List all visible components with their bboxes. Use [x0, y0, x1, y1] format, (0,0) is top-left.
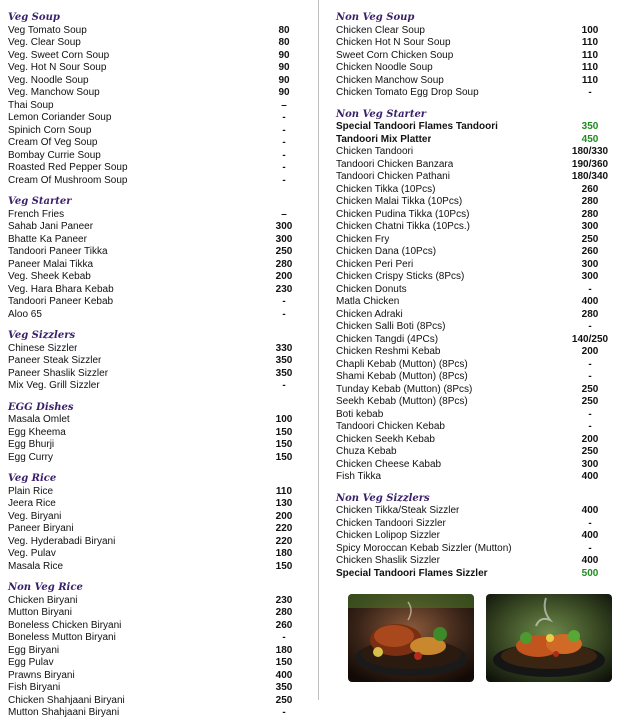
- menu-item-price: 150: [275, 439, 293, 450]
- menu-item-name: Chicken Tomato Egg Drop Soup: [336, 87, 479, 98]
- section-title-non-veg-soup: Non Veg Soup: [336, 12, 415, 23]
- menu-item-price: -: [588, 321, 592, 332]
- menu-item-price: -: [282, 707, 286, 718]
- menu-item-row: [8, 682, 304, 695]
- menu-item-name: Chinese Sizzler: [8, 342, 78, 354]
- menu-item-name: Egg Curry: [8, 451, 54, 463]
- menu-item-name: Bombay Currie Soup: [8, 149, 101, 161]
- menu-item-row: [336, 259, 618, 272]
- menu-item-price: -: [282, 308, 286, 320]
- menu-item-name: Spicy Moroccan Kebab Sizzler (Mutton): [336, 542, 512, 554]
- menu-item-price: 400: [581, 505, 599, 516]
- menu-item-row: [8, 343, 304, 356]
- menu-item-row: [8, 695, 304, 708]
- menu-item-row: [8, 209, 304, 222]
- menu-item-price: 260: [581, 183, 599, 195]
- section-title-non-veg-rice: Non Veg Rice: [8, 582, 83, 593]
- menu-item-name: Tandoori Paneer Tikka: [8, 246, 108, 257]
- menu-item-name: Egg Bhurji: [8, 439, 55, 450]
- menu-item-price: 180: [275, 548, 293, 559]
- menu-item-name: Chicken Fry: [336, 233, 390, 245]
- menu-item-name: Chicken Reshmi Kebab: [336, 346, 441, 357]
- menu-item-name: Chicken Salli Boti (8Pcs): [336, 321, 446, 332]
- menu-item-price: 280: [275, 258, 293, 270]
- menu-item-row: [8, 536, 304, 549]
- menu-item-price: 250: [581, 383, 599, 395]
- menu-item-name: Chicken Peri Peri: [336, 258, 414, 270]
- menu-item-name: Chicken Tandoori: [336, 146, 414, 157]
- menu-item-row: [8, 607, 304, 620]
- menu-item-price: 350: [275, 367, 293, 379]
- menu-item-price: -: [588, 283, 592, 295]
- menu-item-price: 110: [581, 49, 599, 61]
- menu-item-price: -: [588, 421, 592, 432]
- menu-item-row: [8, 498, 304, 511]
- menu-item-name: Veg. Hyderabadi Biryani: [8, 535, 116, 547]
- menu-item-row: [336, 134, 618, 147]
- menu-item-price: 350: [275, 355, 293, 366]
- menu-item-row: [336, 434, 618, 447]
- menu-item-price: –: [281, 208, 287, 220]
- menu-item-price: 90: [278, 62, 290, 73]
- menu-item-row: [336, 505, 618, 518]
- menu-item-price: 110: [581, 62, 599, 73]
- menu-item-row: [8, 355, 304, 368]
- menu-item-row: [8, 75, 304, 88]
- menu-item-row: [336, 309, 618, 322]
- menu-item-row: [336, 568, 618, 581]
- menu-item-name: Thai Soup: [8, 99, 54, 111]
- menu-item-price: 90: [278, 49, 290, 61]
- menu-item-name: Chicken Noodle Soup: [336, 62, 433, 73]
- menu-item-name: Chicken Crispy Sticks (8Pcs): [336, 271, 465, 282]
- menu-item-row: [8, 523, 304, 536]
- menu-item-name: Tandoori Chicken Kebab: [336, 421, 445, 432]
- menu-item-row: [336, 121, 618, 134]
- section-gap: [8, 187, 304, 196]
- menu-item-row: [336, 246, 618, 259]
- menu-item-name: Chicken Seekh Kebab: [336, 433, 435, 445]
- menu-item-price: 300: [581, 271, 599, 282]
- menu-item-name: Veg. Hot N Sour Soup: [8, 62, 107, 73]
- menu-item-row: [8, 439, 304, 452]
- menu-item-row: [336, 196, 618, 209]
- menu-item-row: [8, 234, 304, 247]
- menu-item-row: [8, 309, 304, 322]
- menu-item-price: 110: [581, 74, 599, 86]
- menu-item-name: Chicken Shaslik Sizzler: [336, 555, 440, 566]
- menu-item-price: 200: [581, 433, 599, 445]
- menu-item-name: Boneless Chicken Biryani: [8, 619, 122, 631]
- menu-item-row: [8, 62, 304, 75]
- menu-item-name: Tandoori Paneer Kebab: [8, 296, 114, 307]
- menu-item-name: Veg. Biryani: [8, 510, 62, 522]
- menu-item-price: 300: [581, 258, 599, 270]
- menu-item-name: Fish Tikka: [336, 471, 382, 482]
- menu-item-row: [8, 707, 304, 720]
- menu-item-name: Veg. Pulav: [8, 548, 56, 559]
- menu-item-name: Chicken Adraki: [336, 308, 403, 320]
- menu-item-price: 250: [581, 233, 599, 245]
- section-gap: [336, 484, 618, 493]
- menu-item-name: Chicken Tangdi (4PCs): [336, 333, 439, 345]
- menu-item-price: -: [282, 174, 286, 186]
- menu-item-price: -: [282, 162, 286, 173]
- menu-item-name: Chicken Cheese Kabab: [336, 458, 442, 470]
- menu-item-price: -: [282, 124, 286, 136]
- menu-column-right: [336, 12, 618, 580]
- menu-item-row: [336, 321, 618, 334]
- menu-item-row: [8, 175, 304, 188]
- menu-item-row: [336, 37, 618, 50]
- menu-item-name: Mutton Biryani: [8, 607, 72, 618]
- menu-item-row: [336, 371, 618, 384]
- menu-item-price: 300: [581, 458, 599, 470]
- menu-item-row: [336, 209, 618, 222]
- menu-item-price: 90: [278, 74, 290, 86]
- menu-item-name: Fish Biryani: [8, 682, 61, 693]
- menu-item-price: 190/360: [571, 158, 609, 170]
- menu-item-name: Chicken Clear Soup: [336, 24, 425, 36]
- section-title-egg-dishes: EGG Dishes: [8, 401, 74, 413]
- menu-item-name: Boti kebab: [336, 408, 384, 420]
- menu-item-price: 130: [275, 498, 293, 509]
- menu-item-row: [8, 368, 304, 381]
- menu-item-row: [336, 234, 618, 247]
- menu-item-name: Veg. Sheek Kebab: [8, 271, 91, 282]
- menu-item-row: [8, 162, 304, 175]
- menu-item-row: [8, 645, 304, 658]
- menu-item-name: Plain Rice: [8, 485, 54, 497]
- menu-item-name: Masala Omlet: [8, 414, 70, 425]
- menu-item-price: -: [588, 517, 592, 529]
- menu-item-name: Cream Of Mushroom Soup: [8, 174, 128, 186]
- menu-item-price: 140/250: [571, 333, 609, 345]
- menu-item-name: Tandoori Chicken Pathani: [336, 171, 450, 182]
- menu-item-price: 300: [275, 221, 293, 232]
- menu-item-row: [336, 518, 618, 531]
- menu-item-name: Veg. Hara Bhara Kebab: [8, 283, 114, 295]
- sizzler-photo-2: [486, 594, 612, 682]
- menu-item-name: Bhatte Ka Paneer: [8, 233, 87, 245]
- menu-item-row: [336, 171, 618, 184]
- menu-item-price: 150: [275, 426, 293, 438]
- menu-item-price: 100: [581, 24, 599, 36]
- menu-item-row: [8, 632, 304, 645]
- menu-item-name: Spinich Corn Soup: [8, 124, 92, 136]
- menu-item-row: [8, 259, 304, 272]
- menu-item-row: [8, 380, 304, 393]
- menu-item-price: 350: [581, 121, 599, 132]
- menu-item-name: Paneer Malai Tikka: [8, 258, 94, 270]
- menu-item-row: [336, 296, 618, 309]
- menu-item-name: Egg Pulav: [8, 657, 54, 668]
- menu-item-price: -: [282, 112, 286, 123]
- menu-item-name: Cream Of Veg Soup: [8, 137, 98, 148]
- menu-item-row: [8, 246, 304, 259]
- menu-item-price: 180/340: [571, 171, 609, 182]
- menu-item-price: 100: [275, 414, 293, 425]
- menu-column-left: [8, 12, 304, 720]
- menu-item-row: [336, 50, 618, 63]
- menu-item-price: 110: [581, 37, 599, 48]
- menu-item-price: 300: [581, 221, 599, 232]
- menu-item-row: [8, 112, 304, 125]
- menu-item-price: -: [588, 358, 592, 370]
- menu-item-price: -: [588, 371, 592, 382]
- menu-item-price: -: [588, 87, 592, 98]
- section-gap: [8, 573, 304, 582]
- menu-item-price: 90: [278, 87, 290, 98]
- menu-item-row: [336, 334, 618, 347]
- section-title-veg-rice: Veg Rice: [8, 473, 57, 484]
- section-title-non-veg-sizzlers: Non Veg Sizzlers: [336, 492, 430, 504]
- menu-item-name: Chicken Lolipop Sizzler: [336, 530, 440, 541]
- menu-item-price: 280: [581, 196, 599, 207]
- menu-item-price: -: [282, 380, 286, 391]
- menu-item-name: Tandoori Chicken Banzara: [336, 158, 454, 170]
- menu-item-name: Egg Kheema: [8, 426, 66, 438]
- menu-item-price: 180: [275, 644, 293, 656]
- menu-item-row: [336, 446, 618, 459]
- menu-item-price: -: [588, 408, 592, 420]
- section-gap: [8, 464, 304, 473]
- column-divider: [318, 0, 319, 700]
- sizzler-photo-1: [348, 594, 474, 682]
- menu-item-name: Lemon Coriander Soup: [8, 112, 112, 123]
- menu-item-row: [8, 486, 304, 499]
- menu-item-price: 400: [275, 669, 293, 681]
- menu-item-name: Paneer Biryani: [8, 523, 74, 534]
- menu-item-row: [8, 50, 304, 63]
- menu-item-name: Tunday Kebab (Mutton) (8Pcs): [336, 383, 473, 395]
- menu-item-price: -: [282, 149, 286, 161]
- menu-item-price: 330: [275, 342, 293, 354]
- menu-item-row: [336, 159, 618, 172]
- menu-item-row: [336, 62, 618, 75]
- menu-item-name: Veg. Clear Soup: [8, 37, 81, 48]
- section-title-veg-soup: Veg Soup: [8, 12, 60, 23]
- menu-item-price: 220: [275, 535, 293, 547]
- menu-item-name: Chuza Kebab: [336, 446, 397, 457]
- menu-item-price: 200: [275, 271, 293, 282]
- menu-item-name: Paneer Steak Sizzler: [8, 355, 102, 366]
- menu-item-price: 200: [581, 346, 599, 357]
- menu-item-row: [8, 87, 304, 100]
- menu-item-price: 400: [581, 471, 599, 482]
- menu-item-name: Masala Rice: [8, 560, 64, 572]
- menu-item-name: Veg. Sweet Corn Soup: [8, 49, 110, 61]
- menu-item-row: [8, 427, 304, 440]
- menu-item-name: Chicken Tikka (10Pcs): [336, 183, 436, 195]
- menu-item-name: Chicken Tandoori Sizzler: [336, 517, 446, 529]
- menu-item-name: Mutton Shahjaani Biryani: [8, 707, 120, 718]
- menu-item-price: 400: [581, 555, 599, 566]
- menu-item-row: [8, 271, 304, 284]
- menu-item-name: Mix Veg. Grill Sizzler: [8, 380, 100, 391]
- menu-item-name: Paneer Shaslik Sizzler: [8, 367, 109, 379]
- menu-item-price: 150: [275, 560, 293, 572]
- menu-item-price: -: [282, 296, 286, 307]
- menu-item-name: Special Tandoori Flames Sizzler: [336, 567, 488, 579]
- menu-item-price: 150: [275, 657, 293, 668]
- menu-item-row: [8, 284, 304, 297]
- menu-item-price: 250: [581, 446, 599, 457]
- menu-item-row: [8, 561, 304, 574]
- menu-item-name: Chicken Manchow Soup: [336, 74, 444, 86]
- menu-item-price: 230: [275, 283, 293, 295]
- menu-item-price: 300: [275, 233, 293, 245]
- menu-item-name: Sahab Jani Paneer: [8, 221, 94, 232]
- menu-item-row: [336, 530, 618, 543]
- menu-item-price: 260: [275, 619, 293, 631]
- menu-item-row: [8, 620, 304, 633]
- menu-item-price: 350: [275, 682, 293, 693]
- menu-item-price: 500: [581, 567, 599, 579]
- menu-item-name: Sweet Corn Chicken Soup: [336, 49, 454, 61]
- menu-item-price: -: [282, 632, 286, 643]
- menu-item-row: [8, 670, 304, 683]
- menu-item-row: [8, 657, 304, 670]
- menu-item-row: [336, 471, 618, 484]
- menu-item-price: 230: [275, 594, 293, 606]
- menu-item-name: Aloo 65: [8, 308, 42, 320]
- menu-item-name: Tandoori Mix Platter: [336, 133, 432, 145]
- menu-item-name: Chicken Donuts: [336, 283, 407, 295]
- menu-item-name: Chicken Shahjaani Biryani: [8, 694, 125, 706]
- menu-item-row: [336, 271, 618, 284]
- menu-item-price: 250: [275, 694, 293, 706]
- menu-item-price: 80: [278, 37, 290, 48]
- menu-item-row: [336, 384, 618, 397]
- menu-item-name: Shami Kebab (Mutton) (8Pcs): [336, 371, 468, 382]
- menu-item-price: 150: [275, 451, 293, 463]
- menu-item-price: 110: [275, 485, 293, 497]
- menu-item-price: 400: [581, 296, 599, 307]
- menu-item-name: Veg Tomato Soup: [8, 24, 87, 36]
- menu-item-name: Chicken Malai Tikka (10Pcs): [336, 196, 463, 207]
- menu-item-name: Seekh Kebab (Mutton) (8Pcs): [336, 396, 468, 407]
- food-photos: [348, 594, 616, 684]
- menu-item-row: [8, 511, 304, 524]
- section-gap: [336, 100, 618, 109]
- menu-item-name: Chicken Hot N Sour Soup: [336, 37, 451, 48]
- menu-item-row: [8, 595, 304, 608]
- menu-item-name: Prawns Biryani: [8, 669, 75, 681]
- menu-item-row: [336, 184, 618, 197]
- menu-item-price: 220: [275, 523, 293, 534]
- menu-item-name: Chicken Tikka/Steak Sizzler: [336, 505, 460, 516]
- menu-item-name: Boneless Mutton Biryani: [8, 632, 116, 643]
- menu-item-price: 80: [278, 24, 290, 36]
- menu-item-name: Matla Chicken: [336, 296, 400, 307]
- menu-item-price: 250: [275, 246, 293, 257]
- menu-item-row: [336, 146, 618, 159]
- section-gap: [8, 393, 304, 402]
- menu-item-price: 250: [581, 396, 599, 407]
- menu-item-price: -: [282, 137, 286, 148]
- menu-item-row: [8, 150, 304, 163]
- menu-item-row: [336, 25, 618, 38]
- menu-item-price: 260: [581, 246, 599, 257]
- menu-item-row: [336, 75, 618, 88]
- menu-item-price: -: [588, 542, 592, 554]
- menu-item-row: [336, 421, 618, 434]
- menu-item-price: 400: [581, 530, 599, 541]
- menu-item-name: Egg Biryani: [8, 644, 60, 656]
- menu-item-row: [336, 284, 618, 297]
- menu-item-row: [336, 221, 618, 234]
- menu-item-row: [336, 396, 618, 409]
- menu-item-price: –: [281, 99, 287, 111]
- menu-item-price: 180/330: [571, 146, 609, 157]
- menu-item-row: [336, 346, 618, 359]
- menu-item-row: [336, 459, 618, 472]
- menu-item-row: [8, 296, 304, 309]
- section-title-veg-starter: Veg Starter: [8, 196, 72, 207]
- menu-item-name: Chicken Pudina Tikka (10Pcs): [336, 208, 470, 220]
- menu-item-row: [336, 555, 618, 568]
- menu-item-name: Chapli Kebab (Mutton) (8Pcs): [336, 358, 468, 370]
- menu-item-row: [8, 414, 304, 427]
- menu-item-price: 200: [275, 510, 293, 522]
- menu-item-price: 280: [275, 607, 293, 618]
- menu-item-name: Veg. Noodle Soup: [8, 74, 89, 86]
- menu-item-name: Veg. Manchow Soup: [8, 87, 100, 98]
- menu-item-row: [8, 221, 304, 234]
- menu-item-row: [336, 359, 618, 372]
- section-gap: [8, 321, 304, 330]
- menu-item-name: Roasted Red Pepper Soup: [8, 162, 128, 173]
- menu-item-name: Chicken Dana (10Pcs): [336, 246, 437, 257]
- menu-item-name: Chicken Biryani: [8, 594, 78, 606]
- menu-item-price: 280: [581, 208, 599, 220]
- section-title-non-veg-starter: Non Veg Starter: [336, 108, 427, 120]
- section-title-veg-sizzlers: Veg Sizzlers: [8, 330, 76, 341]
- menu-item-row: [336, 409, 618, 422]
- menu-item-row: [8, 37, 304, 50]
- menu-item-row: [8, 100, 304, 113]
- menu-item-row: [8, 25, 304, 38]
- menu-item-row: [8, 137, 304, 150]
- menu-item-row: [336, 87, 618, 100]
- menu-item-name: Jeera Rice: [8, 498, 56, 509]
- menu-item-row: [8, 125, 304, 138]
- menu-item-price: 450: [581, 133, 599, 145]
- menu-item-row: [336, 543, 618, 556]
- menu-item-row: [8, 452, 304, 465]
- menu-item-name: Chicken Chatni Tikka (10Pcs.): [336, 221, 470, 232]
- menu-item-name: Special Tandoori Flames Tandoori: [336, 121, 498, 132]
- menu-item-price: 280: [581, 308, 599, 320]
- menu-item-row: [8, 548, 304, 561]
- menu-item-name: French Fries: [8, 208, 65, 220]
